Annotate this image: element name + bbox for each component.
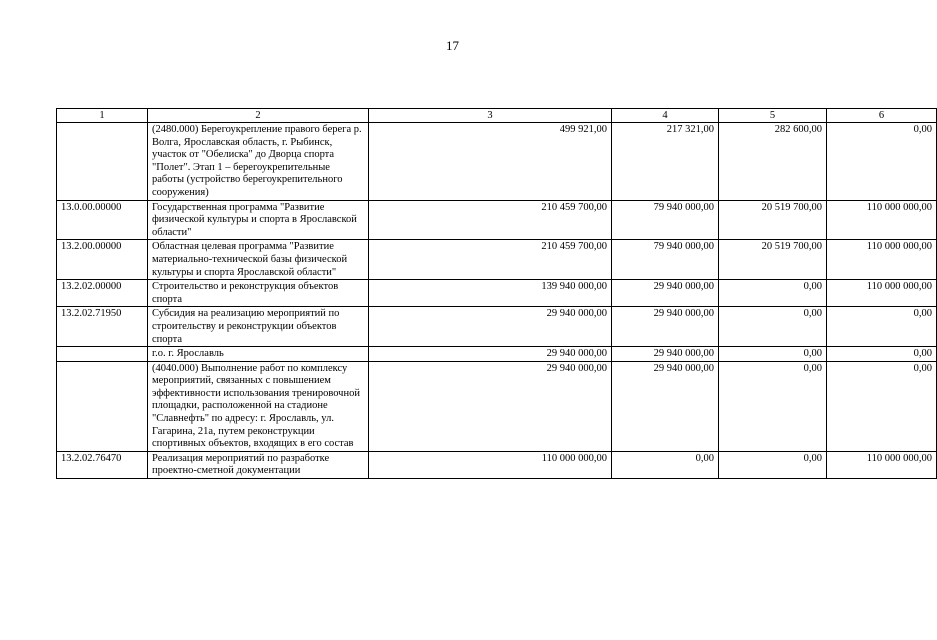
name-cell: Государственная программа "Развитие физической культуры и спорта в Ярославской области" (148, 200, 369, 240)
amount-cell-col4: 29 940 000,00 (612, 307, 719, 347)
name-cell: Областная целевая программа "Развитие материально-технической базы физической культуры и спорта Ярославской области" (148, 240, 369, 280)
amount-cell-col6: 0,00 (827, 361, 937, 451)
amount-cell-col4: 29 940 000,00 (612, 361, 719, 451)
code-cell: 13.2.02.71950 (57, 307, 148, 347)
name-cell: (4040.000) Выполнение работ по комплексу мероприятий, связанных с повышением эффективности использования тренировочной площадки, расположенной на стадионе "Славнефть" по адресу: г. Ярославль, ул. Гагарина, 21а, путем реконструкции спортивных объектов, входящих в его состав (148, 361, 369, 451)
page-number: 17 (446, 38, 459, 53)
table-row (57, 280, 937, 307)
amount-cell-col3: 110 000 000,00 (369, 451, 612, 478)
table-row (57, 200, 937, 240)
amount-cell-col5: 0,00 (719, 451, 827, 478)
name-cell: Строительство и реконструкция объектов спорта (148, 280, 369, 307)
amount-cell-col4: 29 940 000,00 (612, 280, 719, 307)
header-cell: 1 (57, 109, 148, 123)
table-row (57, 307, 937, 347)
amount-cell-col6: 110 000 000,00 (827, 280, 937, 307)
header-cell: 3 (369, 109, 612, 123)
amount-cell-col6: 110 000 000,00 (827, 240, 937, 280)
code-cell: 13.2.02.76470 (57, 451, 148, 478)
header-cell: 5 (719, 109, 827, 123)
amount-cell-col3: 210 459 700,00 (369, 200, 612, 240)
amount-cell-col6: 0,00 (827, 123, 937, 201)
code-cell (57, 123, 148, 201)
table-row (57, 347, 937, 362)
header-cell: 2 (148, 109, 369, 123)
name-cell: (2480.000) Берегоукрепление правого берега р. Волга, Ярославская область, г. Рыбинск, участок от "Обелиска" до Дворца спорта "Полет". Этап 1 – берегоукрепительные работы (устройство берегоукрепительного сооружения) (148, 123, 369, 201)
amount-cell-col5: 0,00 (719, 280, 827, 307)
amount-cell-col5: 0,00 (719, 361, 827, 451)
table-row (57, 451, 937, 478)
amount-cell-col6: 0,00 (827, 307, 937, 347)
name-cell: г.о. г. Ярославль (148, 347, 369, 362)
amount-cell-col4: 217 321,00 (612, 123, 719, 201)
name-cell: Субсидия на реализацию мероприятий по строительству и реконструкции объектов спорта (148, 307, 369, 347)
amount-cell-col3: 29 940 000,00 (369, 307, 612, 347)
code-cell (57, 347, 148, 362)
table-row (57, 240, 937, 280)
amount-cell-col3: 210 459 700,00 (369, 240, 612, 280)
amount-cell-col5: 0,00 (719, 307, 827, 347)
header-cell: 4 (612, 109, 719, 123)
table-row (57, 361, 937, 451)
amount-cell-col6: 0,00 (827, 347, 937, 362)
amount-cell-col6: 110 000 000,00 (827, 200, 937, 240)
amount-cell-col3: 499 921,00 (369, 123, 612, 201)
amount-cell-col5: 0,00 (719, 347, 827, 362)
code-cell: 13.0.00.00000 (57, 200, 148, 240)
amount-cell-col3: 29 940 000,00 (369, 347, 612, 362)
amount-cell-col4: 79 940 000,00 (612, 200, 719, 240)
budget-table (56, 108, 937, 479)
amount-cell-col3: 139 940 000,00 (369, 280, 612, 307)
amount-cell-col5: 20 519 700,00 (719, 240, 827, 280)
name-cell: Реализация мероприятий по разработке проектно-сметной документации (148, 451, 369, 478)
amount-cell-col5: 20 519 700,00 (719, 200, 827, 240)
amount-cell-col4: 0,00 (612, 451, 719, 478)
table-header-row (57, 109, 937, 123)
header-cell: 6 (827, 109, 937, 123)
code-cell: 13.2.02.00000 (57, 280, 148, 307)
amount-cell-col4: 29 940 000,00 (612, 347, 719, 362)
amount-cell-col5: 282 600,00 (719, 123, 827, 201)
amount-cell-col6: 110 000 000,00 (827, 451, 937, 478)
amount-cell-col4: 79 940 000,00 (612, 240, 719, 280)
code-cell: 13.2.00.00000 (57, 240, 148, 280)
code-cell (57, 361, 148, 451)
table-row (57, 123, 937, 201)
amount-cell-col3: 29 940 000,00 (369, 361, 612, 451)
